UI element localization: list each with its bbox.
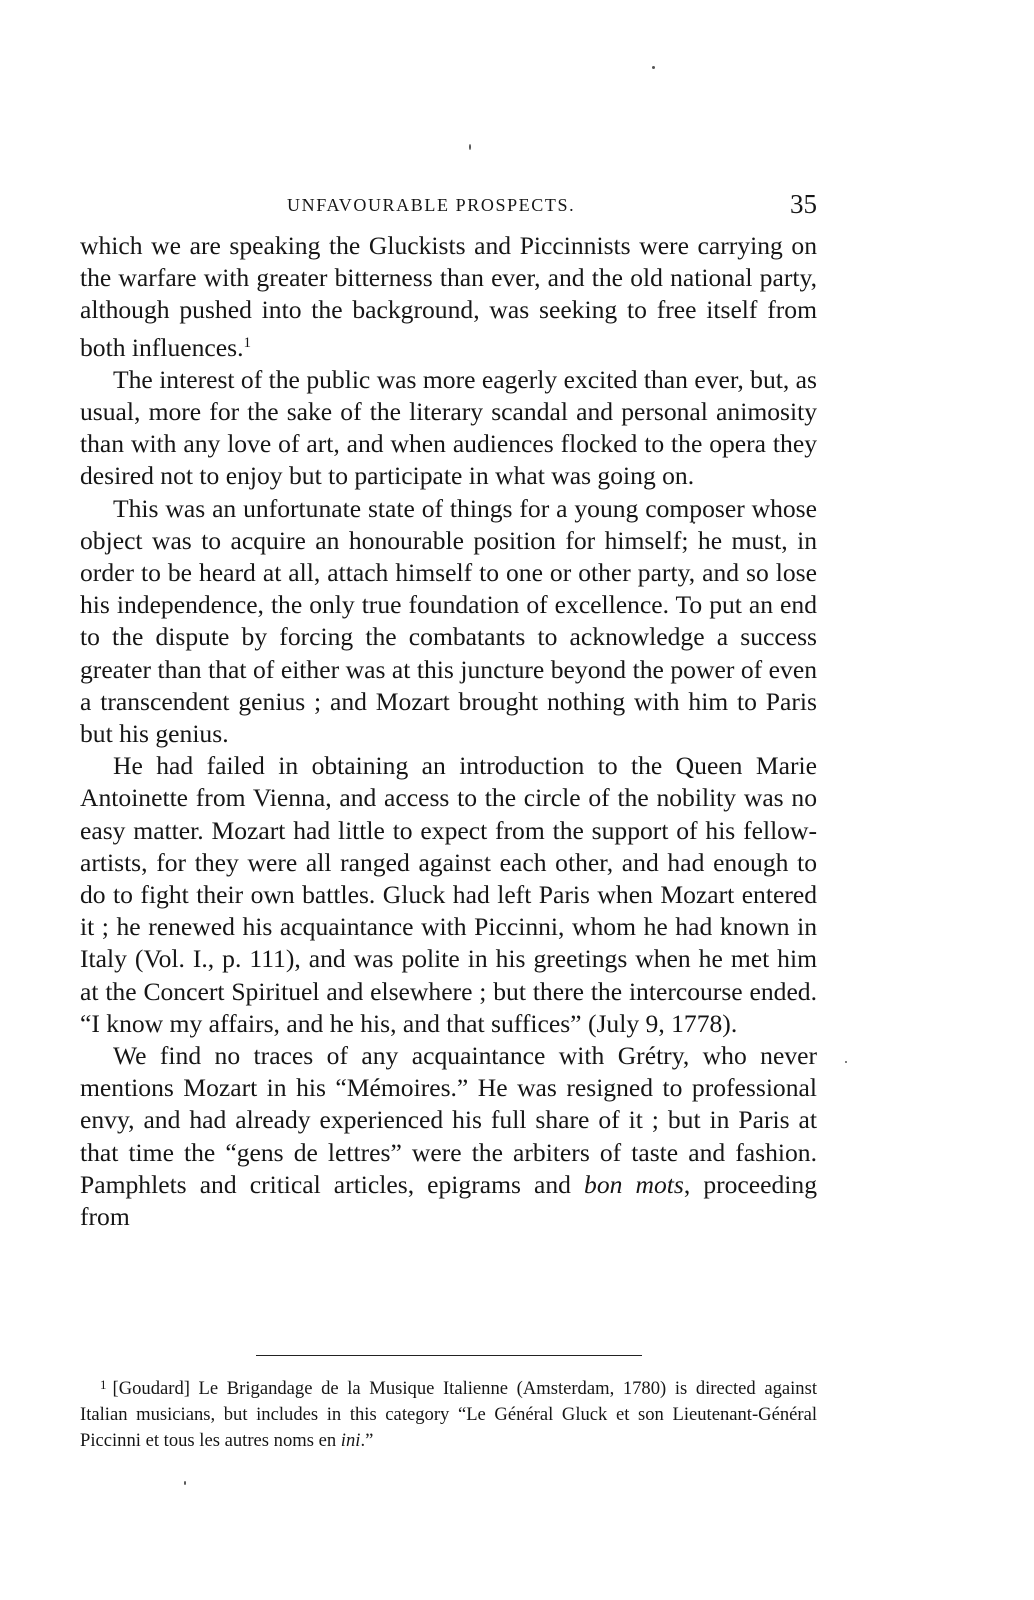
paragraph-text: , proceeding from — [80, 1169, 818, 1232]
footnote-mark: 1 — [100, 1377, 107, 1392]
page-number: 35 — [790, 189, 817, 219]
paragraph: The interest of the public was more eagerly excited than ever, but, as usual, more for the sake of the literary scandal and personal animosity than with any love of art, and when audiences flocked to the opera they desired not to enjoy but to participate in what was going on. — [80, 364, 817, 491]
paragraph: He had failed in obtaining an introduction to the Queen Marie Antoinette from Vienna, and access to the circle of the nobility was no easy matter. Mozart had little to expect from the support of his fellow-artists, for they were all ranged against each other, and had enough to do to fight their own battles. Gluck had left Paris when Mozart entered it ; he renewed his acquaintance with Piccinni, whom he had known in Italy (Vol. I., p. 111), and was polite in his greetings when he met him at the Concert Spirituel and elsewhere ; but there the intercourse ended. “I know my affairs, and he his, and that suffices” (July 9, 1778). — [80, 751, 817, 1038]
footnote — [80, 1372, 817, 1454]
paragraph-text: which we are speaking the Gluckists and Piccinnists were carrying on the warfare with greater bitterness than ever, and the old national party, although pushed into the background, was seeking to free itself from both influences. — [80, 231, 817, 362]
ink-speck — [469, 144, 471, 150]
paragraph — [80, 1040, 817, 1233]
ink-speck — [652, 66, 655, 69]
paragraph — [80, 230, 817, 364]
ink-speck — [845, 1061, 847, 1063]
footnote-divider — [256, 1355, 642, 1356]
body-text — [80, 230, 817, 1233]
footnote-text-end: .” — [360, 1430, 374, 1451]
paragraph-text: We find no traces of any acquaintance with Grétry, who never mentions Mozart in his “Mémoires.” He was resigned to professional envy, and had already experienced his full share of it ; but in Paris at that time the “gens de lettres” were the arbiters of taste and fashion. Pamphlets and critical articles, epigrams and — [80, 1041, 817, 1199]
paragraph: This was an unfortunate state of things for a young composer whose object was to acquire an honourable position for himself; he must, in order to be heard at all, attach himself to one or other party, and so lose his independence, the only true foundation of excellence. To put an end to the dispute by forcing the combatants to acknowledge a success greater than that of either was at this juncture beyond the power of even a transcendent genius ; and Mozart brought nothing with him to Paris but his genius. — [80, 493, 817, 749]
footnote-reference: 1 — [243, 334, 251, 351]
ink-speck — [184, 1481, 186, 1485]
italic-phrase: bon mots — [584, 1169, 684, 1199]
footnote-text: [Goudard] Le Brigandage de la Musique Italienne (Amsterdam, 1780) is directed against Italian musicians, but includes in this category “Le Général Gluck et son Lieutenant-Général Piccinni et tous les autres noms en — [80, 1378, 817, 1451]
footnote-italic: ini — [340, 1430, 361, 1451]
running-title: UNFAVOURABLE PROSPECTS. — [287, 195, 576, 215]
page-header — [80, 189, 817, 229]
